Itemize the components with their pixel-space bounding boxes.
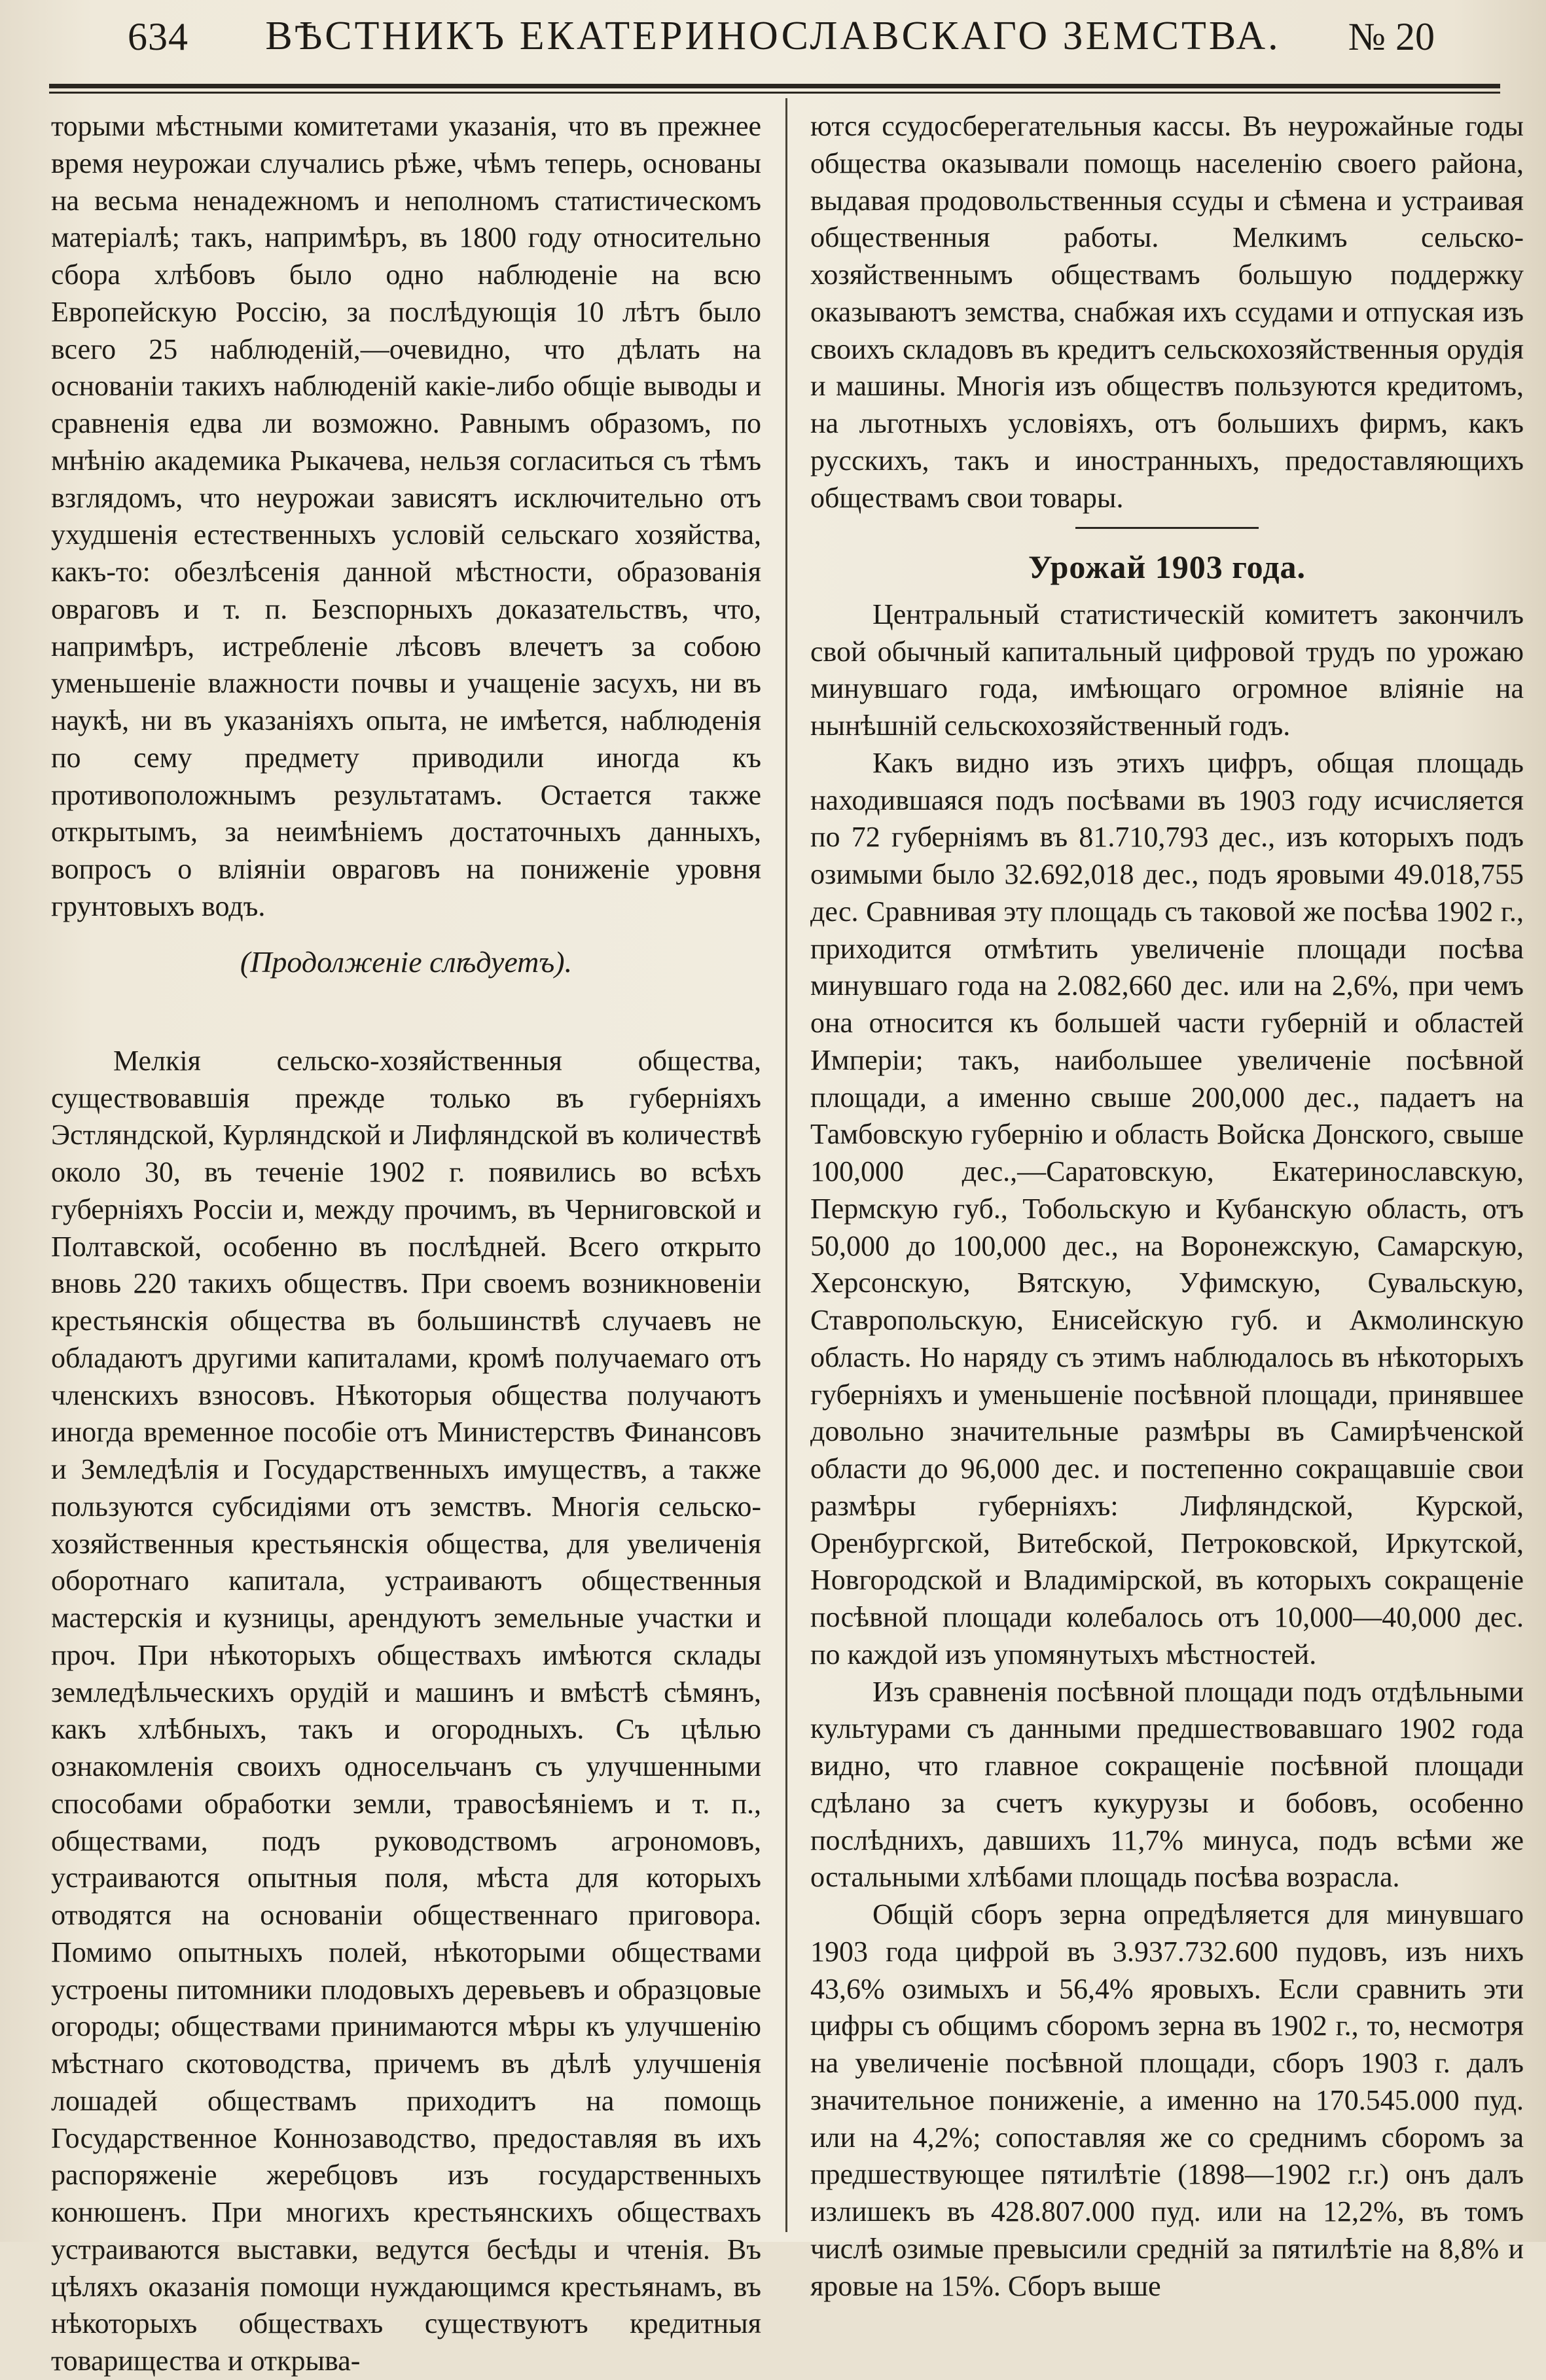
continued-note: (Продолженіе слѣдуетъ).	[240, 945, 573, 979]
section-title: Урожай 1903 года.	[1028, 549, 1306, 586]
section-gap	[51, 1006, 761, 1043]
right-paragraph-3: Какъ видно изъ этихъ цифръ, общая площадь находившаяся подъ посѣвами въ 1903 году исчисляется по 72 губерніямъ въ 81.710,793 дес., изъ которыхъ подъ озимыми было 32.692,018 дес., подъ яровыми 49.018,755 дес. Сравнивая эту площадь съ таковой же посѣва 1902 г., приходится отмѣтить увеличеніе площади посѣва минувшаго года на 2.082,660 дес. или на 2,6%, при чемъ она относится къ большей части губерній и областей Имперіи; такъ, наибольшее увеличеніе посѣвной площади, а именно свыше 200,000 дес., падаетъ на Тамбовскую губернію и область Войска Донского, свыше 100,000 дес.,—Саратовскую, Екатеринославскую, Пермскую губ., Тобольскую и Кубанскую область, отъ 50,000 до 100,000 дес., на Воронежскую, Самарскую, Херсонскую, Вятскую, Уфимскую, Сувальскую, Ставропольскую, Енисейскую губ. и Акмолинскую область. Но наряду съ этимъ наблюдалось въ нѣкоторыхъ губерніяхъ и уменьшеніе посѣвной площади, принявшее довольно значительные размѣры въ Самирѣченской области до 96,000 дес. и постепенно сокращавшіе свои размѣры губерніяхъ: Лифляндской, Курской, Оренбургской, Витебской, Петроковской, Иркутской, Новгородской и Владимірской, въ которыхъ сокращеніе посѣвной площади колебалось отъ 10,000—40,000 дес. по каждой изъ упомянутыхъ мѣстностей.	[810, 746, 1524, 1670]
journal-title: ВѢСТНИКЪ ЕКАТЕРИНОСЛАВСКАГО ЗЕМСТВА.	[265, 14, 1281, 58]
page-header	[46, 5, 1500, 77]
right-paragraph-2: Центральный статистическій комитетъ закончилъ свой обычный капитальный цифровой трудъ по урожаю минувшаго года, имѣющаго огромное вліяніе на нынѣшній сельскохозяйственный годъ.	[810, 598, 1524, 742]
section-divider	[1075, 527, 1259, 529]
left-column	[51, 108, 761, 2380]
right-column	[810, 108, 1524, 2305]
header-rule-thin	[49, 92, 1500, 94]
issue-number: № 20	[1348, 15, 1435, 58]
column-separator	[785, 98, 787, 2232]
right-paragraph-4: Изъ сравненія посѣвной площади подъ отдѣльными культурами съ данными предшествовавшаго 1902 года видно, что главное сокращеніе посѣвной площади сдѣлано за счетъ кукурузы и бобовъ, особенно послѣднихъ, давшихъ 11,7% минуса, подъ всѣми же остальными хлѣбами площадь посѣва возрасла.	[810, 1675, 1524, 1894]
header-rule-thick	[49, 84, 1500, 88]
right-paragraph-5: Общій сборъ зерна опредѣляется для минувшаго 1903 года цифрой въ 3.937.732.600 пудовъ, изъ нихъ 43,6% озимыхъ и 56,4% яровыхъ. Если сравнить эти цифры съ общимъ сборомъ зерна въ 1902 г., то, несмотря на увеличеніе посѣвной площади, сборъ 1903 г. далъ значительное пониженіе, а именно на 170.545.000 пуд. или на 4,2%; сопоставляя же со среднимъ сборомъ за предшествующее пятилѣтіе (1898—1902 г.г.) онъ далъ излишекъ въ 428.807.000 пуд. или на 12,2%, въ томъ числѣ озимые превысили средній за пятилѣтіе на 8,8% и яровые на 15%. Сборъ выше	[810, 1898, 1524, 2302]
page-number: 634	[128, 15, 189, 58]
left-paragraph-1: торыми мѣстными комитетами указанія, что въ прежнее время неурожаи случались рѣже, чѣмъ теперь, основаны на весьма ненадежномъ и неполномъ статистическомъ матеріалѣ; такъ, напримѣръ, въ 1800 году относительно сбора хлѣбовъ было одно наблюденіе на всю Европейскую Россію, за послѣдующія 10 лѣтъ было всего 25 наблюденій,—очевидно, что дѣлать на основаніи такихъ наблюденій какіе-либо общіе выводы и сравненія едва ли возможно. Равнымъ образомъ, по мнѣнію академика Рыкачева, нельзя согласиться съ тѣмъ взглядомъ, что неурожаи зависятъ исключительно отъ ухудшенія естественныхъ условій сельскаго хозяйства, какъ-то: обезлѣсенія данной мѣстности, образованія овраговъ и т. п. Безспорныхъ доказательствъ, что, напримѣръ, истребленіе лѣсовъ влечетъ за собою уменьшеніе влажности почвы и учащеніе засухъ, ни въ наукѣ, ни въ указаніяхъ опыта, не имѣется, наблюденія по сему предмету приводили иногда къ противоположнымъ результатамъ. Остается также открытымъ, за неимѣніемъ достаточныхъ данныхъ, вопросъ о вліяніи овраговъ на пониженіе уровня грунтовыхъ водъ.	[51, 110, 761, 922]
left-paragraph-2: Мелкія сельско-хозяйственныя общества, существовавшія прежде только въ губерніяхъ Эстляндской, Курляндской и Лифляндской въ количествѣ около 30, въ теченіе 1902 г. появились во всѣхъ губерніяхъ Россіи и, между прочимъ, въ Черниговской и Полтавской, особенно въ послѣдней. Всего открыто вновь 220 такихъ обществъ. При своемъ возникновеніи крестьянскія общества въ большинствѣ случаевъ не обладаютъ другими капиталами, кромѣ получаемаго отъ членскихъ взносовъ. Нѣкоторыя общества получаютъ иногда временное пособіе отъ Министерствъ Финансовъ и Земледѣлія и Государственныхъ имуществъ, а также пользуются субсидіями отъ земствъ. Многія сельско-хозяйственныя крестьянскія общества, для увеличенія оборотнаго капитала, устраиваютъ общественныя мастерскія и кузницы, арендуютъ земельные участки и проч. При нѣкоторыхъ обществахъ имѣются склады земледѣльческихъ орудій и машинъ и вмѣстѣ сѣмянъ, какъ хлѣбныхъ, такъ и огородныхъ. Съ цѣлью ознакомленія своихъ односельчанъ съ улучшенными способами обработки земли, травосѣяніемъ и т. п., обществами, подъ руководствомъ агрономовъ, устраиваются опытныя поля, мѣста для которыхъ отводятся на основаніи общественнаго приговора. Помимо опытныхъ полей, нѣкоторыми обществами устроены питомники плодовыхъ деревьевъ и образцовые огороды; обществами принимаются мѣры къ улучшенію мѣстнаго скотоводства, причемъ въ дѣлѣ улучшенія лошадей обществамъ приходитъ на помощь Государственное Коннозаводство, предоставляя въ ихъ распоряженіе жеребцовъ изъ государственныхъ конюшенъ. При многихъ крестьянскихъ обществахъ устраиваются выставки, ведутся бесѣды и чтенія. Въ цѣляхъ оказанія помощи нуждающимся крестьянамъ, въ нѣкоторыхъ обществахъ существуютъ кредитныя товарищества и открыва-	[51, 1044, 761, 2377]
right-paragraph-1: ются ссудосберегательныя кассы. Въ неурожайные годы общества оказывали помощь населенію своего района, выдавая продовольственныя ссуды и сѣмена и устраивая общественныя работы. Мелкимъ сельско-хозяйственнымъ обществамъ большую поддержку оказываютъ земства, снабжая ихъ ссудами и отпуская изъ своихъ складовъ въ кредитъ сельскохозяйственныя орудія и машины. Многія изъ обществъ пользуются кредитомъ, на льготныхъ условіяхъ, отъ большихъ фирмъ, какъ русскихъ, такъ и иностранныхъ, предоставляющихъ обществамъ свои товары.	[810, 110, 1524, 514]
